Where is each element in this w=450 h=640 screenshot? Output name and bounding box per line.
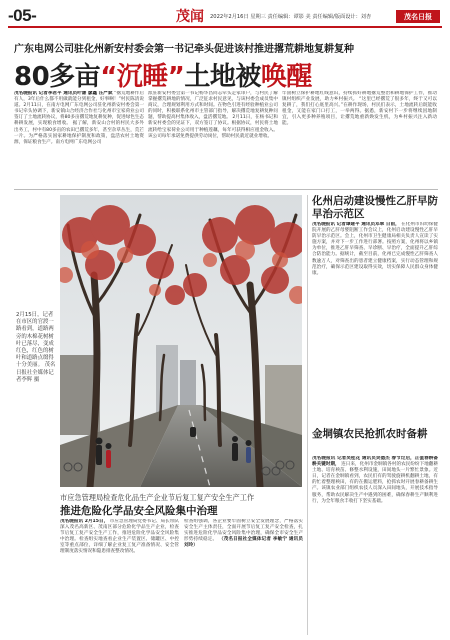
column-divider	[307, 195, 308, 635]
headline-part-b: “沉睡”	[100, 62, 185, 92]
story-title-chemicals: 推进危险化学品安全风险集中治理	[60, 505, 218, 517]
story-byline: 茂名晚报讯 记者吴桂花 通讯员吴德杰 春节过后，正值春耕备耕关键时期，	[312, 456, 438, 468]
header-rule	[8, 26, 442, 28]
section-name: 茂闻	[176, 9, 204, 25]
story-text: 连日来，化州市金垌镇各村的农民纷纷下地翻耕土地、培育秧苗、修整水利设施，田间地头一片繁忙景象。近日，记者在金垌镇看到，农民们有的驾驶旋耕机翻耕土地，有的忙着整理秧田，有的在搬运肥料，抢抓农时开展春耕备耕生产。该镇农业部门组织农技人员深入田间地头，开展技术指导服务，帮助农民解决生产中遇到的困难，确保春耕生产顺利进行，为全年粮食丰收打下坚实基础。	[312, 462, 438, 504]
story-title-spring-farming: 金垌镇农民抢抓农时备耕	[312, 428, 428, 440]
story-body-spring-farming	[312, 456, 438, 634]
headline-part-c: 土地被	[184, 62, 261, 92]
lead-headline	[14, 56, 438, 93]
lead-text-1: “撂荒地耕作后有人，3年后什么都不用做就能分到租金，好事啊！”村民陈清说道。2月11日，在南方电网广东电网公司驻化州新安村委会第一书记牵头协调下，新安镇山合经济合作社与化州市宝家荷业公司签订了土地流转协议，将80多亩撂荒地复耕复种，促进绿色生态耕耕发展，实现粮食增收。 据了解，新安山合村的村民大多外出务工，村中有80多亩的农田已撂荒多年，甚至杂草丛生，荒芒一片。为严格落实国家耕地保护制度和政策，盘活农村土地资源，保证粮食生产。南方电网广东电网公司	[14, 91, 144, 145]
story-title-hepatitis: 化州启动建设慢性乙肝早防早治示范区	[312, 195, 438, 220]
page-number: -05-	[8, 6, 37, 25]
photo-illustration	[60, 195, 302, 487]
story-text: 在化州市妇幼保健院开展的乙肝母婴阻断工作会议上，化州启动建设慢性乙肝早防早治示范区。会上，化州市卫生健康局相关负责人宣读了实施方案，并对下一步工作进行部署。按照方案，化州将以乡镇为单位，推进乙肝早筛查、早诊断、早治疗，全面提升乙肝综合防治能力。据统计，截至目前，化州已完成慢性乙肝筛查人数逾万人，对筛查出的患者建立健康档案，实行动态管理和规范治疗，确保示范区建设取得实效，切实保障人民群众身体健康。	[312, 222, 438, 276]
section-divider	[14, 189, 438, 190]
story-body-chemicals-1	[60, 519, 179, 633]
headline-part-a: 80多亩	[14, 62, 101, 92]
story-subtitle-chemicals: 市应急管理局检查危化品生产企业节后复工复产安全生产工作	[60, 493, 255, 502]
lead-text-3: 牢固树立保护耕地红线意识，持续抓好耕地撂荒整治和耕地保护工作，推动镇村组织产业发展，助力乡村振兴。 “这里已经撂荒了很多年，终于又可以复耕了，我们打心底里高兴。”在耕作现场，村民们表示，土地流转后既能收租金，又能在家门口打工，一举两得。据悉，新安村下一步将继续因地制宜，引入更多种养殖项目，让撂荒地重新焕发生机，为乡村振兴注入新动能。	[282, 91, 437, 127]
story-body-chemicals-2	[184, 519, 303, 633]
story-text: 市应急管理局党委书记、局长带队深入茂名高新区、茂南区部分危险化学品生产企业，检查节后复工复产安全生产工作，推进危险化学品安全风险集中治理。检查组实地查看企业生产装置区、储罐区、中控室等重点部位，详细了解企业复工复产准备情况、安全管理制度落实情况和隐患排查整改情况。	[60, 519, 179, 555]
story-text: 检查组强调，各企业要牢固树立安全发展理念，严格落实安全生产主体责任，全面开展节后复工复产安全检查，扎实推进危险化学品安全风险集中治理，确保全市安全生产形势持续稳定。	[184, 519, 303, 543]
lead-byline: 茂名晚报讯 记者李君平 通讯员叶谦 廖鑫 汪严斌	[14, 91, 113, 96]
photo-caption: 2月15日，记者在市区的官渡一路看到，道路两旁的木棉花树树叶已落尽，变成红色，红色的树叶和道路点缀得十分美丽。 茂名日报社全媒体记者李辉 摄	[16, 312, 56, 383]
lead-text-2: 派驻新安村委会第一书记杨华昌同志牵头走家串户，与村民了解掌握撂荒耕地的情况，广泛征求村民意见，与该村委会成员集中商议，合理规划利用方式和时间。在物色引进有经验种植业公司的同时，积极联系化州市主管部门指导，解决撂荒地复耕复种问题，帮助提高村集体收入，盘活撂荒地。 2月11日，在杨书记和新安村委会的见证下，双方签订了协议。根据协议，村民将土地流转给宝家荷业公司用于种植莲藕，每年可获得相应租金收入。该公司每年承诺免费提供劳动岗位，帮助村民就近就业增收。	[148, 91, 278, 139]
lead-kicker: 广东电网公司驻化州新安村委会第一书记牵头促进该村推进撂荒耕地复耕复种	[14, 44, 354, 55]
headline-part-d: 唤醒	[260, 62, 312, 92]
lead-column-2	[148, 91, 278, 185]
story-byline: 茂名晚报讯 记者谭建平 通讯员邓翠 日前，	[312, 222, 400, 227]
story-credit: （茂名日报社全媒体记者 李敏宁 通讯员 刘玲）	[184, 537, 303, 549]
lead-column-3	[282, 91, 437, 185]
story-byline: 茂名晚报讯 2月15日，	[60, 519, 109, 524]
street-kapok-photo	[60, 195, 302, 487]
header-info: 2022年2月16日 星期三 责任编辑：谭影 美 责任编辑/版面设计：刘杏	[210, 14, 372, 20]
lead-column-1	[14, 91, 144, 185]
newspaper-logo: 茂名日报	[396, 10, 440, 23]
story-body-hepatitis	[312, 222, 438, 424]
